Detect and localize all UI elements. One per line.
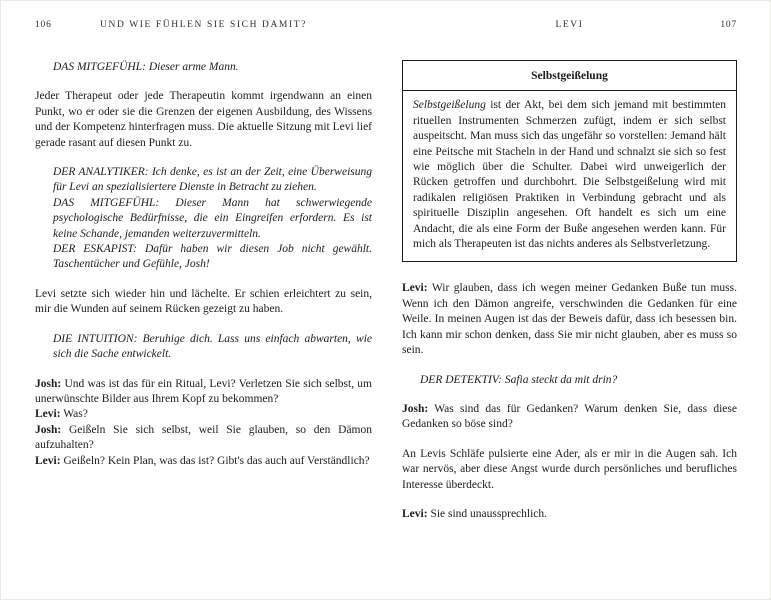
definition-box [402,60,737,262]
inner-voice-line: DER ANALYTIKER: Ich denke, es ist an der Zeit, eine Überweisung für Levi an spezialisiertere Dienste in Betracht zu ziehen. [53,166,372,194]
definition-box-rule [403,90,736,91]
dialog-line: Levi: Wir glauben, dass ich wegen meiner Gedanken Buße tun muss. Wenn ich den Dämon angreife, verschwinden die Gedanken für eine Weile. In meinen Augen ist das der Beweis dafür, dass ich besessen bin. Ich kann mir schon denken, dass Sie mir nicht glauben, aber es muss so sein. [402,282,737,357]
dialog-speaker: Levi: [35,408,61,421]
inner-voice-block [402,373,737,388]
running-head-left: UND WIE FÜHLEN SIE SICH DAMIT? [100,20,307,30]
definition-box-title: Selbstgeißelung [531,70,608,82]
dialog-line: Josh: Was sind das für Gedanken? Warum denken Sie, dass diese Gedanken so böse sind? [402,402,737,431]
dialog-speaker: Josh: [35,377,62,390]
definition-term: Selbstgeißelung [413,99,486,112]
dialog-block [35,377,372,469]
dialog-block [402,402,737,433]
inner-voice-line: DER DETEKTIV: Safia steckt da mit drin? [420,373,618,386]
inner-voice-line: DAS MITGEFÜHL: Dieser arme Mann. [53,61,239,73]
inner-voice-block [35,60,372,75]
page-right [386,0,771,600]
dialog-line: Josh: Und was ist das für ein Ritual, Levi? Verletzen Sie sich selbst, um unerwünschte Bilder aus Ihrem Kopf zu bekommen? [35,377,372,405]
dialog-line: Levi: Was? [35,408,88,421]
page-header-left [35,20,372,34]
inner-voice-block [35,165,372,273]
dialog-line: Levi: Geißeln? Kein Plan, was das ist? Gibt's das auch auf Verständlich? [35,454,370,467]
dialog-line: Josh: Geißeln Sie sich selbst, weil Sie glauben, so den Dämon aufzuhalten? [35,423,372,452]
definition-box-text: Selbstgeißelung ist der Akt, bei dem sich jemand mit bestimmten rituellen Instrumenten Schmerzen zufügt, indem er sich selbst auspeitscht. Man muss sich das ungefähr so vorstellen: Jemand hält eine Peitsche mit Stacheln in der Hand und schnalzt sie sich so fest wie möglich über die Schulter. Dabei wird unweigerlich der Rücken getroffen und durchbohrt. Die Selbstgeißelung wird mit radikalen religiösen Praktiken in Verbindung gebracht und als spirituelle Disziplin angesehen. Oft handelt es sich um eine Andacht, die als eine Form der Buße angesehen werden kann. Für mich als Therapeuten ist das nichts anderes als Selbstverletzung. [413,99,726,251]
dialog-block [402,281,737,358]
inner-voice-block [35,332,372,363]
dialog-speaker: Levi: [35,454,61,467]
dialog-block [402,507,737,522]
dialog-line: Levi: Sie sind unaussprechlich. [402,507,548,520]
page-number-right: 107 [720,20,737,30]
page-header-right [402,20,737,34]
page-body-right [402,60,737,522]
dialog-speaker: Josh: [35,423,62,436]
inner-voice-line: DIE INTUITION: Beruhige dich. Lass uns einfach abwarten, wie sich die Sache entwickelt. [53,332,372,361]
dialog-speaker: Levi: [402,282,428,295]
running-head-right: LEVI [555,20,584,30]
dialog-speaker: Josh: [402,402,429,415]
narration-paragraph: Levi setzte sich wieder hin und lächelte. Er schien erleichtert zu sein, mir die Wunden auf seinem Rücken gezeigt zu haben. [35,287,372,316]
narration-paragraph: Jeder Therapeut oder jede Therapeutin kommt irgendwann an einen Punkt, wo er oder sie die Grenzen der eigenen Ausbildung, des Wissens und der Kompetenz hinterfragen muss. Die aktuelle Sitzung mit Levi lief gerade rasant auf diesen Punkt zu. [35,90,372,149]
page-number-left: 106 [35,20,52,30]
dialog-speaker: Levi: [402,507,428,520]
inner-voice-line: DAS MITGEFÜHL: Dieser Mann hat schwerwiegende psychologische Bedürfnisse, die ein Eingreifen erfordern. Es ist keine Schande, jemanden weiterzuvermitteln. [53,196,372,240]
narration-paragraph: An Levis Schläfe pulsierte eine Ader, als er mir in die Augen sah. Ich war nervös, aber diese Angst wurde durch persönliches und berufliches Interesse überdeckt. [402,447,737,491]
inner-voice-line: DER ESKAPIST: Dafür haben wir diesen Job nicht gewählt. Taschentücher und Gefühle, Josh! [53,243,372,271]
page-body-left [35,60,372,469]
